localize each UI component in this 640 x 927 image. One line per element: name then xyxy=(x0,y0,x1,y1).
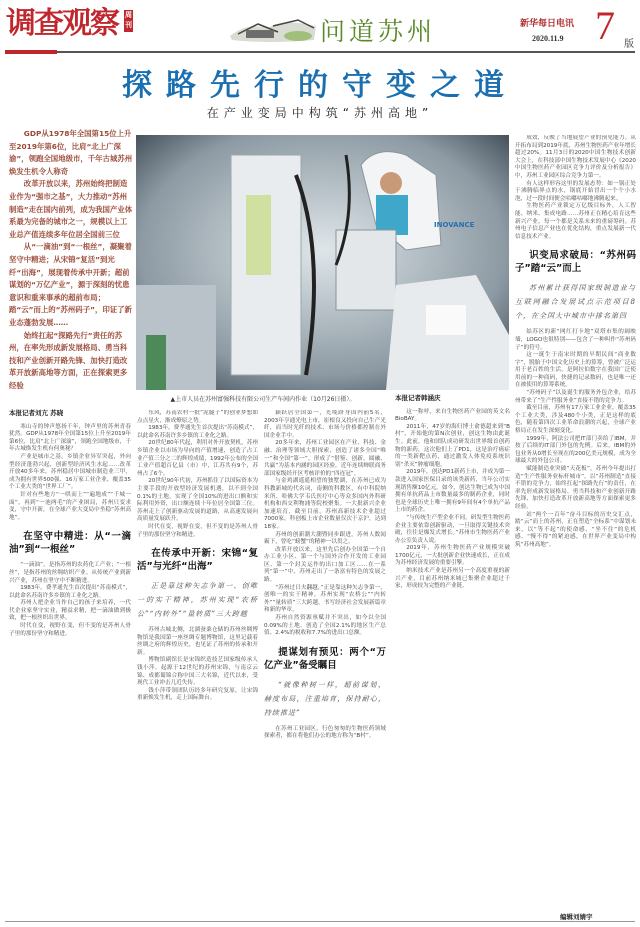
paragraph: 这一称呼，来自生物医药产业园的英文名BioBAY。 xyxy=(395,408,510,423)
column-1-text-b xyxy=(9,562,131,638)
paragraph: 20世纪80年代起，利用对外开放契机，苏州乡镇企业以市场为导向的产值增速，创造了占工业产值三分之二的辉煌成绩，1992年公布的全国工业产值超百亿县（市）中，江苏共有9个，苏州占了6个。 xyxy=(137,440,258,477)
pull-quote: 正是靠这种矢志争第一、创唯一的实干精神，苏州实现“农桥公”“内转外”“量转质”三大跨越 xyxy=(137,582,258,619)
page-suffix: 版 xyxy=(624,39,634,50)
paragraph: GDP从1978年全国第15位上升至2019年第6位，比肩“北上广深渝”，领跑全国地级市，千年古城苏州焕发生机令人称奇 xyxy=(9,129,133,176)
paragraph: 站“两个一百年”奋斗目标的历史交汇点，踏“云”而上的苏州，正在塑造“全标系”中谋划未来，以“等不起”的使命感、“坐不住”的危机感、“慢不得”的紧迫感，在世界产业变局中构筑“苏州高地”。 xyxy=(515,511,636,548)
paragraph: 成效，反映了当地展望产业的预见能力。从开拓布局到2019年底，苏州生物医药产业年增长超过20%。11月3日的2020中国生物技术创新大会上，在科技部中国生物技术发展中心《2020中国生物医药产业园区竞争力评价及分析报告》中，苏州工业园区综合竞争力第一。 xyxy=(515,135,636,179)
column-2-text-b xyxy=(137,627,258,703)
paragraph: 钱小萍带领团队历经多年研究复原，让宋锦重新焕发生机，走上国际舞台。 xyxy=(137,687,258,702)
paragraph: 在苏州工业园区，行色匆匆的生物医药领域探索者，都在将他们办公的地方称为“B村”。 xyxy=(264,725,386,740)
column-1 xyxy=(9,408,131,918)
paragraph: “苏州码子”以及诞生的服务外包企业，给苏州带来了“生产性服务业”直接不错的竞争力。 xyxy=(515,390,636,404)
footer-divider xyxy=(5,921,635,922)
editor-credit: 编辑刘婧宇 xyxy=(560,913,593,921)
paragraph: 产业是城市之基。乡镇企业异军突起，外向型经济蓬勃兴起，创新型经济风生水起……改革开放40多年来，苏州稳居中国城市制造业三甲，成为拥有世界500强、16万家工业企业、覆盖35个工业大类的“世界工厂”。 xyxy=(9,453,131,491)
pull-quote: “就像种树一样，超前谋划，赫度布局，注重培育，保持耐心，持续推进” xyxy=(264,680,386,717)
paragraph: 与金鸡湖遥遥相望的独墅湖，在苏州已成为科教新城的代名词，南侧的科教区，有中科院纳米所、哈佛大学韦氏医疗中心等众多国内外科研机构和西交利物浦等院校聚集。一大批新兴企业加速培育，截至目前，苏州高新技术企业超过7000家，科创板上市企业数量仅次于京沪，达到18家。 xyxy=(264,478,386,530)
article-subtitle: 在产业变局中构筑“苏州高地” xyxy=(206,106,434,120)
paragraph: “与传统生产型企业不同，研发型生物医药企业主要依靠创新驱动，一旦取得关键技术突破，往往是爆发式增长。”苏州市生物医药产业办公室负责人说。 xyxy=(395,514,510,544)
paragraph: 时代在变，视野在变，但不变的是苏州人骨子里的那份坚守和精进。 xyxy=(9,623,131,637)
column-5-text-b xyxy=(515,329,636,549)
column-5-text-a xyxy=(515,135,636,241)
photo-caption: ▲上市人员在苏州富强科技有限公司生产车间内作业（10月26日摄）。 xyxy=(170,396,356,403)
header-divider-accent xyxy=(5,50,57,54)
paragraph: 时代在变，视野在变，但不变的是苏州人骨子里的那份坚守和精进。 xyxy=(137,523,258,538)
paragraph: 1983年，费孝通先生首次提出“苏南模式”，以此命名苏南许多乡镇的工业化之路。 xyxy=(137,425,258,439)
paragraph: “一滴油”，是指苏州的农药化工产业；“一根丝”，是指苏州的丝绸纺织产业。从传统产业到新兴产业，苏州在坚守中不断精进。 xyxy=(9,562,131,584)
column-4 xyxy=(395,393,510,918)
paragraph: 20世纪90年代初，苏州抓住了以国际资本为主要手段的开放型经济发展机遇，以不到全国0.1%的土地，实现了全国10%的进出口额和实际利用外资，出口额连续十年位居全国第三位。苏州走上了创新驱动发展的道路，从高速发展向高质量发展跃升。 xyxy=(137,478,258,523)
column-5 xyxy=(515,135,636,907)
paragraph: 2019年，创达PD1新药上市，并成为第一款进入国家医保目录的该类新药，当年公司实现销售额10亿元。如今，创达生物已成为中国拥有单抗药品上市数量最多的制药企业，同时也是全球历史上唯一拥有9年间有4个单抗产品上市的药企。 xyxy=(395,469,510,514)
column-2-text-a xyxy=(137,410,258,539)
column-2 xyxy=(137,410,258,918)
paragraph: 苏州人把企业当作自己的孩子来培养，一代代企业家坚守实业，精益求精，把一滴油做到极致，把一根丝织出世界。 xyxy=(9,600,131,622)
paragraph: 姑苏区的新“网红打卡地”双塔市集的阔映墙，LOGO也很特别——包含了一种叫作“苏州码子”的符号。 xyxy=(515,329,636,351)
column-1-text-a xyxy=(9,424,131,523)
column-logo: 调查观察 xyxy=(6,6,118,41)
paragraph: 赋能制造业突破“天花板”，苏州今年提出打造“生产性服务业标杆城市”，以“苏州制造”直接不错的竞争力，始终扛起“探路先行”的责任，在率先形成新发展格局、勇当科技和产业创新开路先锋、加快打造改革开放新高地等方面探索更多经验。 xyxy=(515,466,636,510)
paragraph: 改革开放以来，这里先后创办全国第一个自办工业小区、第一个与国外合作开发的工业园区、第一个封关运作的出口加工区……在一系列“第一”中，苏州走出了一条富有特色的发展之路。 xyxy=(264,546,386,584)
section-heading: 识变局求破局：“苏州码子”踏“云”而上 xyxy=(515,250,636,275)
column-3-text-b xyxy=(264,726,386,741)
pull-quote: 苏州累计获得国家级制造业与互联网融合发展试点示范项目8个，在全国大中城市中排名第四 xyxy=(515,284,636,321)
paragraph: 针对有些地方“一哄而上”“遍地成”“千城一面”，再到“一池两毛”的产业困局，苏州只变求变，守中开新，在全球产业大变局中坐稳“苏州高地”。 xyxy=(9,491,131,521)
paragraph: 寒山寺的钟声悠扬千年，钟声里的苏州青春犹然。GDP从1978年全国第15位上升至2019年第6位，比肩“北上广深渝”，领跑全国地级市，千年古城焕发生机有何奥秘？ xyxy=(9,423,131,453)
paragraph: 生物医药产业锁定万亿级目标外，人工智能、纳米、集成电路……苏州正在精心培育这些新兴产业，每一个都是关系未来的重磅筹码。苏州电子信息产业也在优化结构，重点发展新一代信息技术产业。 xyxy=(515,203,636,240)
section-heading: 提谋划有预见：两个“万亿产业”备受瞩目 xyxy=(264,646,386,671)
issue-date: 2020.11.9 xyxy=(532,34,564,43)
column-3 xyxy=(264,410,386,918)
paragraph: 这一诞生于南宋时期的早期民间“商业数字”，脱胎于中国文化历史上的算筹，曾被广泛运用于老百姓的生活，是阿拉伯数字在我国广泛使用前的一种商码，快捷的记录数码，也是唯一还在被使用的算筹系统。 xyxy=(515,352,636,389)
paragraph: 纳米技术产业是苏州另一个高度重视的新兴产业，目前苏州纳米城已集聚企业超过千家，形成较为完整的产业链。 xyxy=(395,568,510,590)
paragraph: 截至目前，苏州有17万家工业企业，覆盖35个工业大类，涉及480个小类，正是这样的底色，随着第四次工业革命浪潮的兴起，全球产业格局正在发生深刻变化。 xyxy=(515,405,636,435)
byline: 本报记者刘亢 苏晓 xyxy=(9,409,64,417)
paragraph: 2019年，苏州生物医药产业规模突破1700亿元，一大批创新企业快速成长，正在成为苏州经济发展的重要引擎。 xyxy=(395,545,510,567)
byline: 本报记者韩涵庆 xyxy=(395,394,441,402)
column-3-text-a xyxy=(264,410,386,638)
page-number: 7 xyxy=(595,3,615,48)
section-name: 问道苏州 xyxy=(320,17,437,46)
paragraph: 有人这样形容这里的发展态势：如一锅正处于沸腾临界点的水，锅底开始冒出一个个小水泡，过一段时间便会咕嘟咕嘟地沸腾起来。 xyxy=(515,180,636,202)
paragraph: 改革开放以来，苏州始终把制造业作为“强市之基”，大力推动“苏州制造”走在国内前列，成为我国产业体系最为完备的城市之一，规模以上工业总产值连续多年位居全国前三位 xyxy=(9,179,133,239)
paragraph: 博物馆副馆长是宋锦织造技艺国家级传承人钱小萍，起源于12世纪的苏州宋锦，与南京云锦、成都蜀锦合称中国三大名锦，近代以来，受现代工业冲击几近失传。 xyxy=(137,657,258,687)
paragraph: 1999年，阿法公司把IT部门卖给了IBM，并按了后续的IT部门外包的先例。后来，IBM的外包业务从0增长至现在的200亿美元规模，成为全球最大的外包公司。 xyxy=(515,435,636,465)
header-divider xyxy=(5,51,635,53)
column-badge: 周刊 xyxy=(124,10,133,32)
robot-brand-label: INOVANCE xyxy=(434,221,475,229)
paragraph: 苏州的创新潮大潮暨同步跟进，苏州人数闻霸下，曾吃“螃蟹”的精神一以贯之。 xyxy=(264,531,386,546)
paragraph: 东风，苏南农村一批“泥腿子”的创业梦想如点点星火，渐成燎原之势。 xyxy=(137,410,258,424)
newspaper-name: 新华每日电讯 xyxy=(520,18,575,28)
column-4-text xyxy=(395,409,510,591)
article-intro xyxy=(9,128,133,393)
paragraph: 从“一滴油”到“一根丝”，凝聚着坚守中精进；从宋锦“复活”到光纤“出海”，展现着传承中开新；超前谋划的“万亿产业”，源于深刻的忧患意识和重来事承的超前布局；踏“云”而上的“苏州码子”，印证了新业态蓬勃发展…… xyxy=(9,242,132,327)
section-heading: 在传承中开新：宋锦“复活”与光纤“出海” xyxy=(137,548,258,573)
factory-photo xyxy=(136,135,509,390)
paragraph: 20多年来，苏州工业园区在产业、科技、金融、治理等领域大胆探索，创造了诸多全国“唯一”和全国“第一”，形成了“借鉴、创新、圆融、共赢”为基本内涵的园区经验，近年连续蝉联商务部国家级经开区考核评价的“四连冠”。 xyxy=(264,440,386,477)
paragraph: 苏州古城北侧，北湖蚕桑仓储的苏州丝绸博物馆是我国第一座丝绸专题博物馆，这里记载着丝绸之府的辉煌历史，也见证了苏州的传承和开新。 xyxy=(137,627,258,656)
paragraph: 苏州自然资源禀赋并不突出，如今以全国0.09%的土地，创造了全国2.1%的地区生产总值、2.4%的税收和7.7%的进出口总额。 xyxy=(264,615,386,637)
paragraph: “苏州过日夫翻越，”正是靠这种矢志争第一、创唯一的实干精神，苏州实现“农桥公”“内转外”“量转质”三大跨越，书写经济社会发展新篇章和新的华章。 xyxy=(264,584,386,614)
section-heading: 在坚守中精进：从“一滴油”到“一根丝” xyxy=(9,531,131,556)
paragraph: 始终扛起“探路先行”责任的苏州，在率先形成新发展格局、勇当科技和产业创新开路先锋、加快打造改革开放新高地等方面，正在探索更多经验 xyxy=(9,330,128,390)
paragraph: 颖跃居全国第一，光缆跻身国内前5名，2003年亨通光电上市，崔根良又投向自己生产光纤，而当时光纤的技术、市场与价格都控制在外国企业手中。 xyxy=(264,410,386,439)
paragraph: 2011年，47岁的海归博士俞德超来到“B村”，开始他的第N次创业，创这生物由此诞生。此前，他和团队成功研发出世界级首创药物的新药，这次他们上了PD1，这是治疗癌症的一类新靶点药，通过激发人体免疫系统识别“杀灭”肿瘤细胞。 xyxy=(395,423,510,468)
ink-painting-illustration xyxy=(228,14,318,44)
paragraph: 1983年，费孝通先生首次提出“苏南模式”，以此命名苏南许多乡镇的工业化之路。 xyxy=(9,585,131,599)
article-title: 探路先行的守变之道 xyxy=(122,68,518,103)
